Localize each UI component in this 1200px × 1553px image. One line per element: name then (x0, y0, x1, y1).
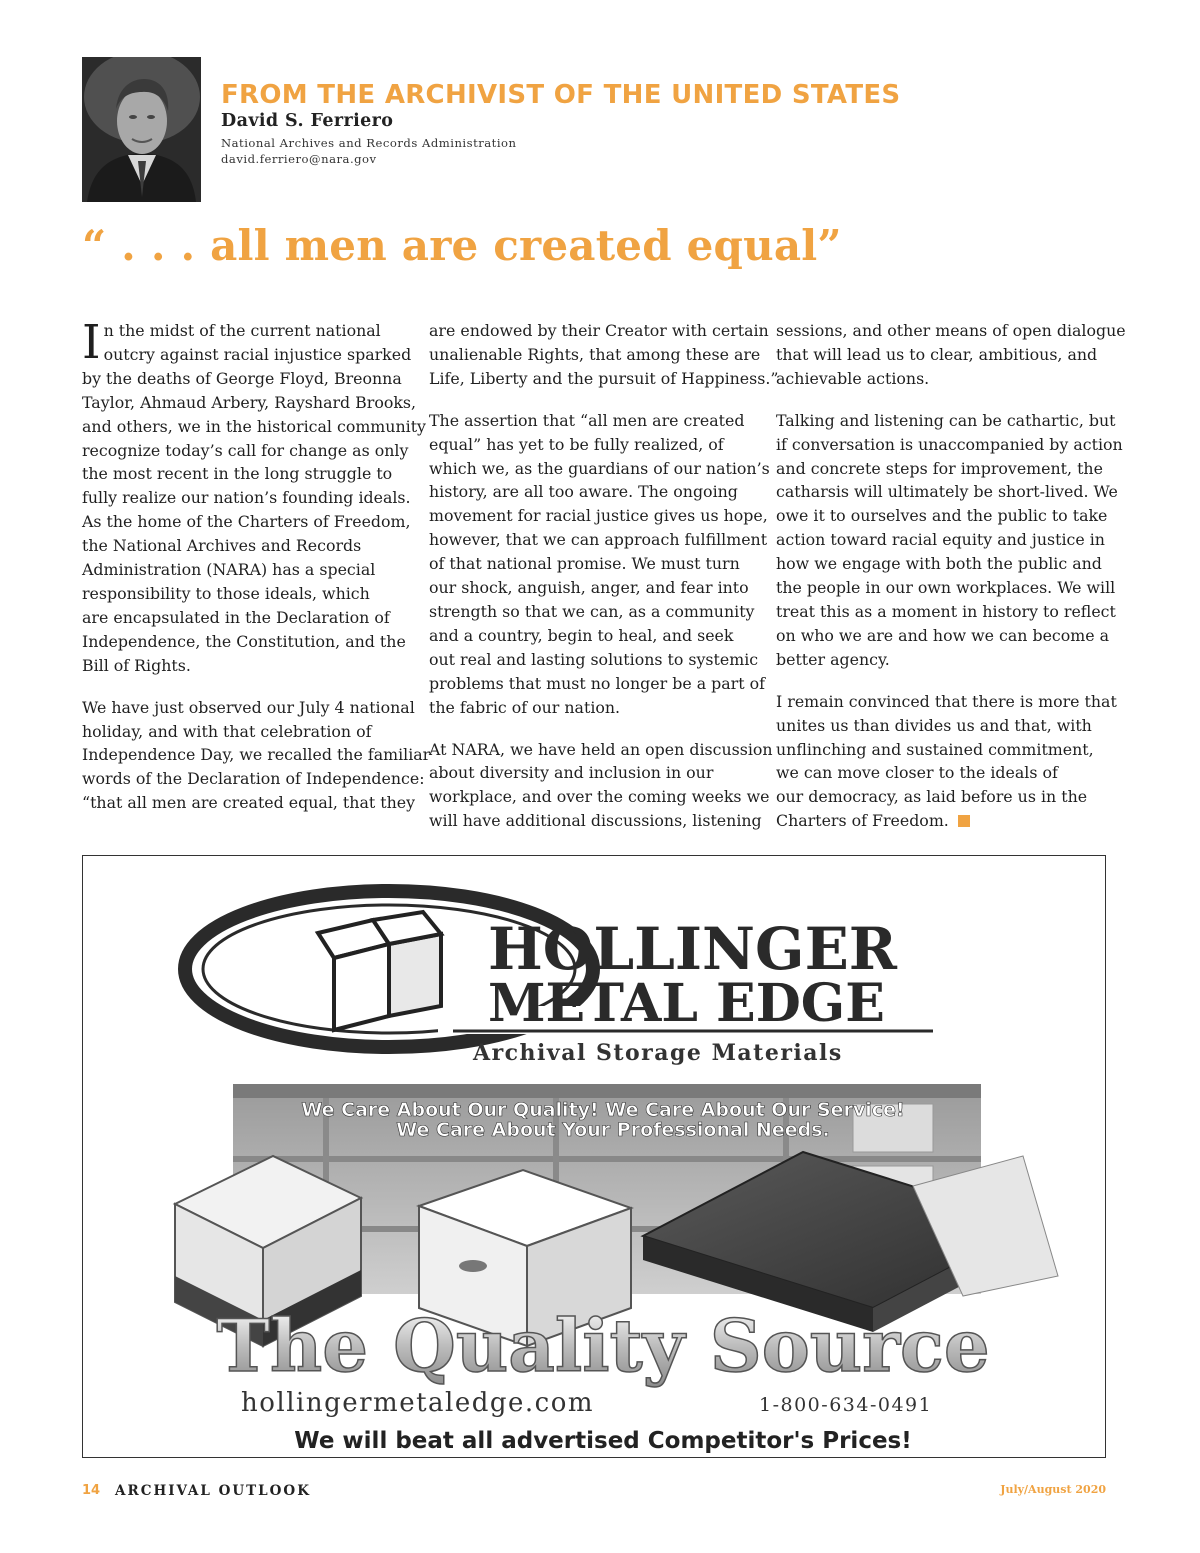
text-line (776, 809, 1108, 833)
text-line: We have just observed our July 4 national (82, 697, 415, 717)
text-line: n the midst of the current national (103, 321, 381, 340)
brand-name-line1: HOLLINGER (488, 915, 897, 983)
text-line: are endowed by their Creator with certain (429, 321, 769, 340)
article-headline: “ . . . all men are created equal” (82, 221, 842, 270)
end-mark-icon (958, 815, 970, 827)
text-line-content: Charters of Freedom. (776, 811, 949, 831)
text-line: Independence, the Constitution, and the (82, 631, 406, 651)
text-line: workplace, and over the coming weeks we (429, 787, 770, 807)
text-line: we can move closer to the ideals of (776, 763, 1058, 783)
text-line: problems that must no longer be a part of (429, 673, 765, 693)
text-line: sessions, and other means of open dialogue (776, 321, 1126, 340)
text-line: I remain convinced that there is more that (776, 691, 1117, 711)
department-heading: FROM THE ARCHIVIST OF THE UNITED STATES (221, 80, 901, 110)
text-line: recognize today’s call for change as only (82, 440, 409, 460)
text-line: the most recent in the long struggle to (82, 464, 393, 484)
text-line: As the home of the Charters of Freedom, (82, 512, 411, 532)
text-line: owe it to ourselves and the public to take (776, 506, 1108, 526)
advertisement[interactable] (82, 855, 1106, 1458)
text-line: the fabric of our nation. (429, 697, 621, 717)
text-line: words of the Declaration of Independence: (82, 769, 425, 789)
text-line: “that all men are created equal, that they (82, 793, 416, 813)
author-organization: National Archives and Records Administration (221, 136, 517, 150)
text-line: action toward racial equity and justice in (776, 530, 1105, 550)
article-paragraph (82, 315, 426, 678)
text-line: outcry against racial injustice sparked (103, 344, 412, 364)
text-line: Taylor, Ahmaud Arbery, Rayshard Brooks, (82, 392, 417, 412)
text-line: how we engage with both the public and (776, 554, 1102, 574)
text-line: achievable actions. (776, 368, 930, 388)
article-paragraph (429, 738, 773, 834)
ad-price-offer: We will beat all advertised Competitor's Prices! (294, 1428, 912, 1454)
article-paragraph (776, 319, 1126, 391)
text-line: The assertion that “all men are created (429, 410, 745, 430)
text-line: our democracy, as laid before us in the (776, 787, 1088, 807)
text-line: the National Archives and Records (82, 536, 362, 556)
text-line: Administration (NARA) has a special (82, 560, 376, 580)
text-line: on who we are and how we can become a (776, 625, 1110, 645)
article-paragraph (429, 319, 779, 391)
article-paragraph (776, 409, 1123, 672)
brand-name-line2: METAL EDGE (488, 973, 885, 1034)
text-line: out real and lasting solutions to systemic (429, 649, 759, 669)
text-line: history, are all too aware. The ongoing (429, 482, 738, 502)
text-line: unalienable Rights, that among these are (429, 344, 761, 364)
text-line: and concrete steps for improvement, the (776, 458, 1103, 478)
text-line: better agency. (776, 649, 890, 669)
drop-cap: I (82, 315, 101, 370)
journal-name: ARCHIVAL OUTLOOK (115, 1483, 311, 1499)
text-line: Talking and listening can be cathartic, but (776, 410, 1116, 430)
article-paragraph (429, 409, 770, 720)
article-paragraph (82, 696, 431, 816)
text-line: and others, we in the historical community (82, 416, 426, 436)
text-line: the people in our own workplaces. We will (776, 578, 1116, 598)
text-line: movement for racial justice gives us hope, (429, 506, 768, 526)
text-line: treat this as a moment in history to reflect (776, 601, 1116, 621)
author-portrait (82, 57, 201, 202)
text-line: about diversity and inclusion in our (429, 763, 714, 783)
page-number: 14 (82, 1483, 101, 1498)
issue-date: July/August 2020 (1000, 1483, 1106, 1496)
article-column-3 (776, 319, 1126, 851)
ad-tagline: The Quality Source (216, 1303, 990, 1388)
text-line: equal” has yet to be fully realized, of (429, 434, 724, 454)
ad-slogan-line2: We Care About Your Professional Needs. (396, 1119, 830, 1141)
article-column-2 (429, 319, 779, 851)
text-line: that will lead us to clear, ambitious, and (776, 344, 1098, 364)
text-line: which we, as the guardians of our nation’s (429, 458, 770, 478)
text-line: At NARA, we have held an open discussion (429, 739, 773, 759)
text-line: responsibility to those ideals, which (82, 583, 370, 603)
author-email[interactable]: david.ferriero@nara.gov (221, 152, 377, 166)
ad-website-link[interactable]: hollingermetaledge.com (241, 1388, 595, 1418)
text-line: and a country, begin to heal, and seek (429, 625, 734, 645)
text-line: if conversation is unaccompanied by action (776, 434, 1123, 454)
text-line: holiday, and with that celebration of (82, 721, 372, 741)
text-line: by the deaths of George Floyd, Breonna (82, 368, 402, 388)
text-line: Life, Liberty and the pursuit of Happiness.” (429, 368, 779, 388)
article-paragraph (776, 690, 1117, 833)
text-line: of that national promise. We must turn (429, 554, 740, 574)
text-line: catharsis will ultimately be short-lived. We (776, 482, 1118, 502)
text-line: unflinching and sustained commitment, (776, 739, 1094, 759)
text-line: Bill of Rights. (82, 655, 191, 675)
article-column-1 (82, 315, 431, 833)
text-line: fully realize our nation’s founding ideals. (82, 488, 411, 508)
text-line: are encapsulated in the Declaration of (82, 607, 390, 627)
text-line: strength so that we can, as a community (429, 601, 755, 621)
text-line: our shock, anguish, anger, and fear into (429, 578, 749, 598)
text-line: will have additional discussions, listening (429, 811, 762, 831)
ad-phone-number[interactable]: 1-800-634-0491 (759, 1394, 933, 1416)
author-name: David S. Ferriero (221, 111, 394, 131)
text-line: unites us than divides us and that, with (776, 715, 1092, 735)
ad-subtitle: Archival Storage Materials (473, 1040, 843, 1066)
text-line: Independence Day, we recalled the familiar (82, 745, 431, 765)
text-line: however, that we can approach fulfillment (429, 530, 768, 550)
ad-slogan-line1: We Care About Our Quality! We Care About Our Service! (301, 1099, 905, 1121)
